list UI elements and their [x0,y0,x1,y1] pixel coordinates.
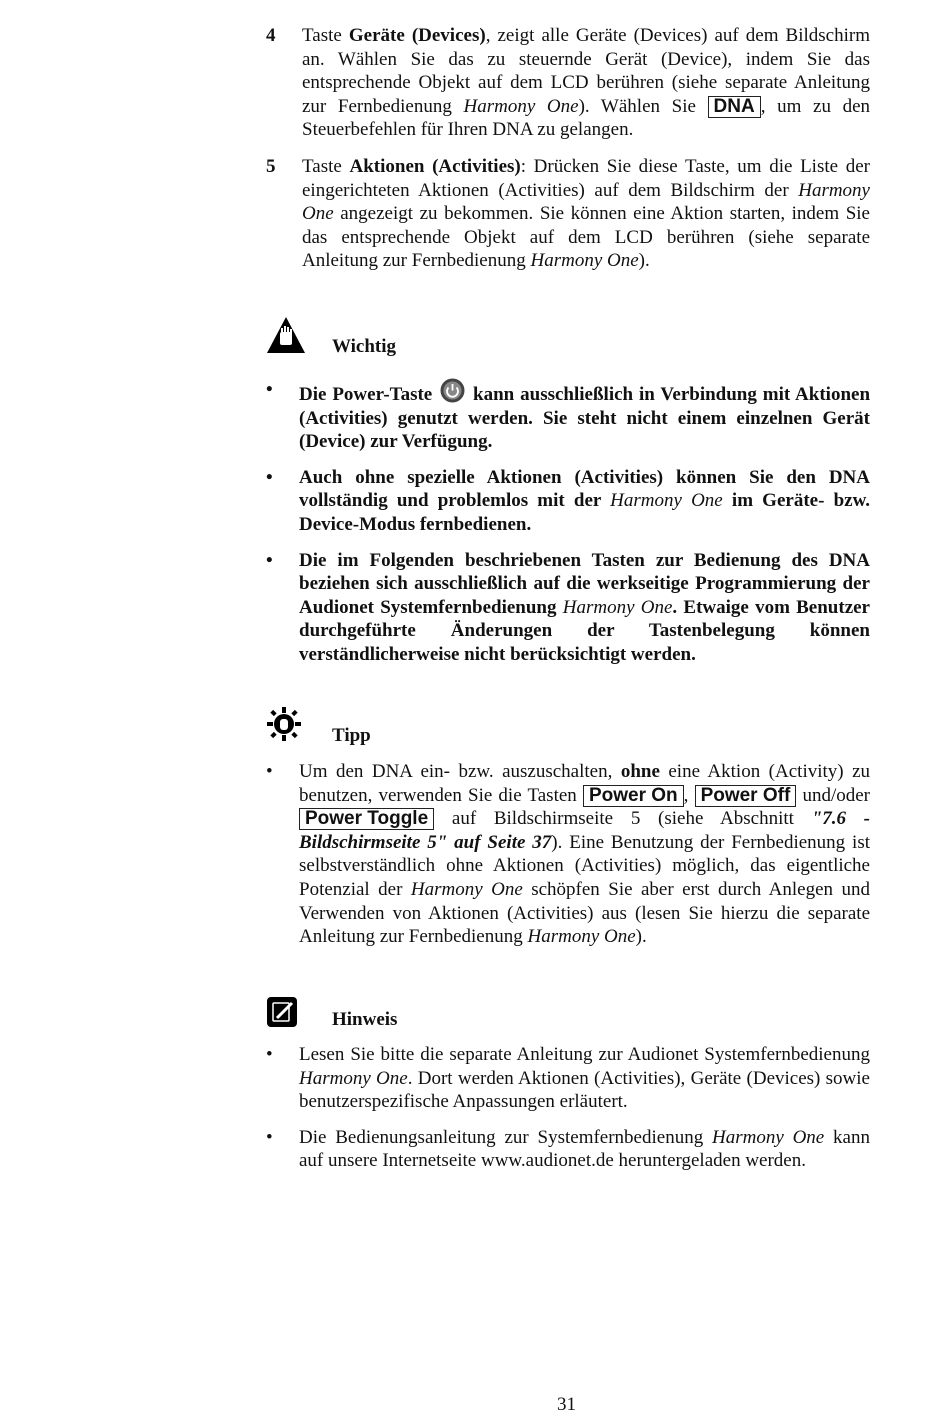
power-button-icon [440,378,465,403]
page-number: 31 [557,1394,576,1415]
important-heading: Wichtig [332,336,397,357]
numbered-item-5 [266,155,870,273]
list-item: • Die Power-Taste kann ausschließlich in Verbindung mit Aktionen (Activities) genutzt werden. Sie steht nicht einem einzelnen Gerät (Device) zur Verfügung. [266,379,871,453]
tip-list [266,760,870,961]
list-item: • Die Bedienungsanleitung zur Systemfernbedienung Harmony One kann auf unsere Internetseite www.audionet.de heruntergeladen werden. [266,1126,870,1172]
power-on-key: Power On [583,785,684,807]
important-list [266,378,870,679]
numbered-item-4 [266,24,870,142]
list-item: • Lesen Sie bitte die separate Anleitung zur Audionet Systemfernbedienung Harmony One. Dort werden Aktionen (Activities), Geräte (Devices) sowie benutzerspezifische Anpassungen erläutert. [266,1044,870,1113]
lightbulb-icon [266,706,302,742]
item-text: Taste Aktionen (Activities): Drücken Sie diese Taste, um die Liste der eingerichteten Aktionen (Activities) auf dem Bildschirm der Harmony One angezeigt zu bekommen. Sie können eine Aktion starten, indem Sie das entsprechende Objekt auf dem LCD berühren (siehe separate Anleitung zur Fernbedienung Harmony One). [302,156,870,272]
power-toggle-key: Power Toggle [299,808,434,830]
item-number: 5 [266,156,276,177]
warning-hand-icon [266,316,306,356]
item-number: 4 [266,25,276,46]
power-off-key: Power Off [695,785,797,807]
dna-key: DNA [708,96,761,118]
tip-heading: Tipp [332,725,371,746]
item-text: Taste Geräte (Devices), zeigt alle Geräte (Devices) auf dem Bildschirm an. Wählen Sie das zu steuernde Gerät (Device), indem Sie das entsprechende Objekt auf dem LCD berühren (siehe separate Anleitung zur Fernbedienung Harmony One). Wählen Sie DNA , um zu den Steuerbefehlen für Ihren DNA zu gelangen. [302,25,870,141]
pencil-note-icon [266,996,298,1028]
note-heading: Hinweis [332,1009,398,1030]
list-item: • Die im Folgenden beschriebenen Tasten zur Bedienung des DNA beziehen sich ausschließlich auf die werkseitige Programmierung der Audionet Systemfernbedienung Harmony One. Etwaige vom Benutzer durchgeführte Änderungen der Tastenbelegung können verständlicherweise nicht berücksichtigt werden. [266,549,870,665]
note-list [266,1043,870,1185]
list-item: • Um den DNA ein- bzw. auszuschalten, ohne eine Aktion (Activity) zu benutzen, verwenden Sie die Tasten Power On , Power Off und/oder Power Toggle auf Bildschirmseite 5 (siehe Abschnitt "7.6 - Bildschirmseite 5" auf Seite 37). Eine Benutzung der Fernbedienung ist selbstverständlich ohne Aktionen (Activities) möglich, das eigentliche Potenzial der Harmony One schöpfen Sie aber erst durch Anlegen und Verwenden von Aktionen (Activities) aus (lesen Sie hierzu die separate Anleitung zur Fernbedienung Harmony One). [266,761,871,948]
list-item: • Auch ohne spezielle Aktionen (Activities) können Sie den DNA vollständig und problemlos mit der Harmony One im Geräte- bzw. Device-Modus fernbedienen. [266,466,870,535]
section-reference: "7.6 - Bildschirmseite 5" auf Seite 37 [299,808,870,853]
